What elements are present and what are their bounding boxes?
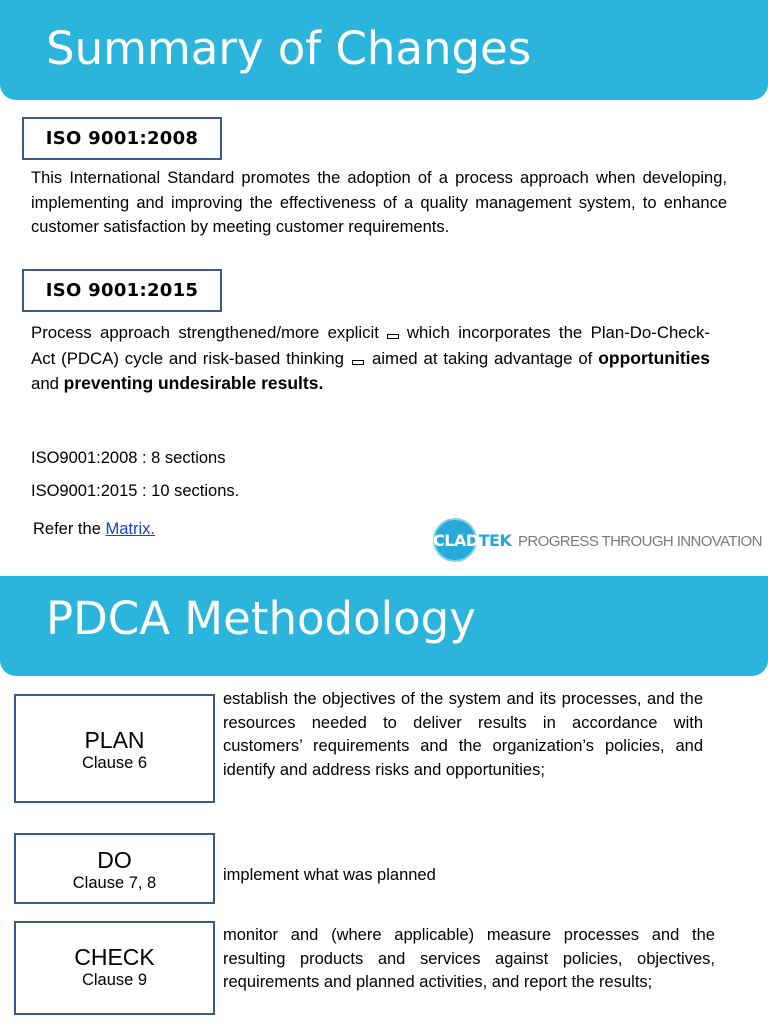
dash-symbol-icon xyxy=(352,360,364,365)
logo-name-clad: CLAD xyxy=(433,531,479,550)
stage-check-box xyxy=(14,921,215,1015)
cladtek-logo xyxy=(431,518,762,564)
logo-name xyxy=(433,531,511,550)
iso-2015-text-b: which incorporates the Plan-Do-Check-Act (PDCA) cycle and risk-based thinking xyxy=(31,323,710,368)
iso-2015-label-box xyxy=(22,269,222,312)
iso-2008-description: This International Standard promotes the adoption of a process approach when developing, implementing and improving the effectiveness of a quality management system, to enhance customer satisfaction by meeting customer requirements. xyxy=(31,169,727,236)
stage-check-description: monitor and (where applicable) measure processes and the resulting products and services against policies, objectives, requirements and planned activities, and report the results; xyxy=(223,926,715,991)
refer-line xyxy=(33,520,155,539)
stage-check-name: CHECK xyxy=(74,944,155,970)
iso-2015-text-c: aimed at taking advantage of xyxy=(371,348,593,368)
iso-2015-label: ISO 9001:2015 xyxy=(45,280,199,301)
stage-do-clause: Clause 7, 8 xyxy=(72,874,157,892)
logo-name-tek: TEK xyxy=(478,531,512,550)
dash-symbol-icon xyxy=(387,334,399,339)
logo-tagline: PROGRESS THROUGH INNOVATION xyxy=(518,533,762,550)
pdca-banner xyxy=(0,576,768,676)
opportunities-emphasis: opportunities xyxy=(598,347,711,368)
matrix-link-suffix[interactable]: . xyxy=(150,520,155,538)
and-text: and xyxy=(31,374,59,393)
iso-2008-label: ISO 9001:2008 xyxy=(45,128,199,149)
matrix-link-text[interactable]: Matrix xyxy=(105,520,151,538)
iso-2008-label-box xyxy=(22,117,222,160)
iso-2015-description xyxy=(31,320,710,397)
sections-2008: ISO9001:2008 : 8 sections xyxy=(31,449,226,467)
stage-do-box xyxy=(14,833,215,904)
stage-check-clause: Clause 9 xyxy=(81,971,148,989)
refer-prefix: Refer the xyxy=(33,520,106,538)
stage-do-description: implement what was planned xyxy=(223,866,436,884)
matrix-link[interactable] xyxy=(105,520,155,538)
stage-plan-clause: Clause 6 xyxy=(81,754,148,772)
preventing-results-emphasis: preventing undesirable results. xyxy=(63,373,324,393)
stage-plan-box xyxy=(14,694,215,803)
iso-2015-text-a: Process approach strengthened/more explicit xyxy=(31,323,379,342)
summary-title: Summary of Changes xyxy=(46,22,532,75)
stage-plan-name: PLAN xyxy=(84,727,145,753)
stage-plan-description: establish the objectives of the system and its processes, and the resources needed to deliver results in accordance with customers’ requirements and the organization’s policies, and identify and address risks and opportunities; xyxy=(223,690,703,779)
summary-banner xyxy=(0,0,768,100)
sections-2015: ISO9001:2015 : 10 sections. xyxy=(31,482,240,500)
stage-do-name: DO xyxy=(97,847,132,873)
pdca-title: PDCA Methodology xyxy=(46,592,476,645)
